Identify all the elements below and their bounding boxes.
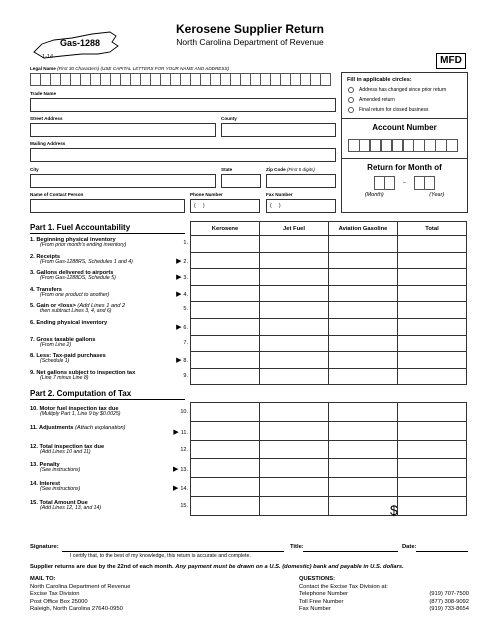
character-box[interactable] — [290, 73, 301, 86]
column-header: Aviation Gasoline — [329, 222, 398, 236]
character-box[interactable] — [392, 139, 404, 152]
amount-cell[interactable] — [329, 478, 398, 497]
amount-cell[interactable] — [191, 252, 260, 269]
street-address-field[interactable] — [30, 123, 216, 137]
date-line[interactable] — [416, 551, 468, 552]
column-header: Kerosene — [191, 222, 260, 236]
amount-cell[interactable] — [191, 403, 260, 422]
final-return-option[interactable]: Final return for closed business — [348, 107, 467, 113]
amount-cell[interactable] — [329, 368, 398, 385]
amount-cell[interactable] — [260, 352, 329, 369]
address-changed-option[interactable]: Address has changed since prior return — [348, 87, 467, 93]
line-item: 12. Total inspection tax due (Add Lines 10 and 11) — [30, 443, 105, 455]
amount-cell[interactable] — [398, 496, 467, 515]
line-number: ▶ 14. — [173, 485, 188, 493]
line-item: 3. Gallons delivered to airports (From Gas-1288DS, Schedule 5) — [30, 270, 116, 282]
amount-cell[interactable] — [191, 421, 260, 440]
amount-cell[interactable] — [191, 496, 260, 515]
amount-cell[interactable] — [329, 496, 398, 515]
line-item: 14. Interest (See instructions) — [30, 481, 81, 493]
amount-cell[interactable] — [329, 440, 398, 459]
character-box[interactable] — [150, 73, 161, 86]
trade-name-label: Trade Name — [30, 91, 57, 96]
amount-cell[interactable] — [191, 440, 260, 459]
return-month-section — [342, 158, 467, 198]
account-number-title: Account Number — [372, 123, 437, 132]
part1-grid — [190, 221, 467, 385]
zip-label: Zip Code (First 5 digits) — [266, 167, 315, 172]
dollar-sign: $ — [390, 502, 398, 518]
character-box[interactable] — [200, 73, 211, 86]
amount-cell[interactable] — [398, 440, 467, 459]
title-label: Title: — [290, 544, 304, 550]
amount-cell[interactable] — [329, 252, 398, 269]
city-label: City — [30, 167, 39, 172]
line-number: 12. — [180, 446, 188, 453]
trade-name-field[interactable] — [30, 98, 336, 112]
amount-cell[interactable] — [191, 302, 260, 319]
amount-cell[interactable] — [191, 269, 260, 286]
zip-field[interactable] — [266, 174, 336, 188]
questions-block: QUESTIONS: Contact the Excise Tax Division at: Telephone Number (919) 707-7500 Toll Free Number (877) 308-9092 Fax Number (919) 733-8654 — [299, 576, 469, 612]
amended-return-option[interactable]: Amended return — [348, 97, 467, 103]
line-number: 1. — [183, 240, 188, 246]
amount-cell[interactable] — [398, 421, 467, 440]
form-title: Kerosene Supplier Return — [175, 22, 325, 36]
radio-circle-icon[interactable] — [348, 107, 354, 113]
line-number: ▶ 4. — [176, 290, 188, 298]
amount-cell[interactable] — [329, 421, 398, 440]
line-item: 9. Net gallons subject to inspection tax (Line 7 minus Line 8) — [30, 369, 136, 381]
line-number: ▶ 11. — [173, 428, 188, 436]
arrow-icon: ▶ — [173, 428, 181, 436]
amount-cell[interactable] — [260, 236, 329, 253]
status-panel — [341, 72, 468, 213]
amount-cell[interactable] — [191, 318, 260, 335]
contact-label: Name of Contact Person — [30, 192, 84, 197]
phone-field[interactable]: ( ) — [190, 199, 260, 213]
amount-cell[interactable] — [260, 302, 329, 319]
line-item: 13. Penalty (See instructions) — [30, 462, 81, 474]
amount-cell[interactable] — [260, 440, 329, 459]
character-box[interactable] — [120, 73, 131, 86]
amount-cell[interactable] — [260, 285, 329, 302]
account-number-field[interactable] — [348, 139, 467, 152]
arrow-icon: ▶ — [176, 257, 184, 265]
character-box[interactable] — [230, 73, 241, 86]
amount-cell[interactable] — [398, 335, 467, 352]
character-box[interactable] — [359, 139, 371, 152]
legal-name-label: Legal Name (First 30 Characters) (USE CAPITAL LETTERS FOR YOUR NAME AND ADDRESS) — [30, 66, 230, 71]
line-item: 1. Beginning physical inventory (From prior month's ending inventory) — [30, 237, 127, 248]
amount-cell[interactable] — [329, 403, 398, 422]
fax-field[interactable]: ( ) — [266, 199, 336, 213]
line-number: ▶ 13. — [173, 466, 188, 474]
amount-cell[interactable] — [398, 302, 467, 319]
phone-label: Phone Number — [190, 192, 223, 197]
amount-cell[interactable] — [191, 236, 260, 253]
character-box[interactable] — [446, 139, 458, 152]
part1-rule — [30, 233, 185, 234]
line-number: ▶ 2. — [176, 257, 188, 265]
line-item: 8. Less: Tax-paid purchases (Schedule 1) — [30, 353, 106, 365]
signature-line[interactable] — [62, 551, 284, 552]
part2-title: Part 2. Computation of Tax — [30, 389, 132, 398]
contact-field[interactable] — [30, 199, 185, 213]
amount-cell[interactable] — [398, 368, 467, 385]
character-box[interactable] — [413, 139, 425, 152]
state-label: State — [221, 167, 233, 172]
amount-cell[interactable] — [191, 368, 260, 385]
circles-title: Fill in applicable circles: — [347, 77, 412, 83]
month-year-field[interactable]: – — [342, 176, 467, 190]
line-number: 15. — [180, 503, 188, 509]
amount-cell[interactable] — [398, 285, 467, 302]
year-label: (Year) — [429, 192, 445, 198]
character-box[interactable] — [30, 73, 41, 86]
mail-to-block: MAIL TO: North Carolina Department of Revenue Excise Tax Division Post Office Box 25000 Raleigh, North Carolina 27640-0950 — [30, 576, 131, 612]
amount-cell[interactable] — [260, 459, 329, 478]
line-item: 7. Gross taxable gallons (From Line 2) — [30, 336, 96, 348]
county-label: County — [221, 116, 237, 121]
city-field[interactable] — [30, 174, 216, 188]
line-item: 5. Gain or <loss> (Add Lines 1 and 2 then subtract Lines 3, 4, and 6) — [30, 303, 126, 315]
street-address-label: Street Address — [30, 116, 63, 121]
character-box[interactable] — [348, 139, 360, 152]
due-notice: Supplier returns are due by the 22nd of each month. Any payment must be drawn on a U.S. (domestic) bank and payable in U.S. dollars. — [30, 564, 404, 570]
character-box[interactable] — [320, 73, 331, 86]
part2-grid — [190, 402, 467, 516]
amount-cell[interactable] — [260, 496, 329, 515]
amount-cell[interactable] — [191, 478, 260, 497]
amount-cell[interactable] — [260, 318, 329, 335]
arrow-icon: ▶ — [176, 274, 184, 282]
arrow-icon: ▶ — [173, 485, 181, 493]
amount-cell[interactable] — [260, 478, 329, 497]
character-box[interactable] — [280, 73, 291, 86]
character-box[interactable] — [50, 73, 61, 86]
arrow-icon: ▶ — [176, 290, 184, 298]
character-box[interactable] — [250, 73, 261, 86]
mailing-address-label: Mailing Address — [30, 141, 66, 146]
amount-cell[interactable] — [329, 352, 398, 369]
amount-cell[interactable] — [329, 318, 398, 335]
part1-title: Part 1. Fuel Accountability — [30, 223, 131, 232]
return-month-title: Return for Month of — [367, 163, 442, 172]
line-item: 2. Receipts (From Gas-1288RS, Schedules 1 and 4) — [30, 253, 133, 265]
line-item: 4. Transfers (From one product to another) — [30, 286, 110, 298]
radio-circle-icon[interactable] — [348, 87, 354, 93]
character-box[interactable] — [110, 73, 121, 86]
amount-cell[interactable] — [329, 335, 398, 352]
amount-cell[interactable] — [191, 459, 260, 478]
radio-circle-icon[interactable] — [348, 97, 354, 103]
character-box[interactable] — [260, 73, 271, 86]
line-item: 10. Motor fuel inspection tax due (Multiply Part 1, Line 9 by $0.0025) — [30, 406, 121, 417]
revision-date: 1-14 — [42, 54, 54, 60]
month-label: (Month) — [364, 192, 384, 198]
amount-cell[interactable] — [329, 302, 398, 319]
form-subtitle: North Carolina Department of Revenue — [176, 37, 324, 47]
amount-cell[interactable] — [398, 236, 467, 253]
column-header: Jet Fuel — [260, 222, 329, 236]
line-number: 7. — [183, 339, 188, 346]
character-box[interactable] — [140, 73, 151, 86]
character-box[interactable] — [370, 139, 382, 152]
mailing-address-field[interactable] — [30, 148, 336, 162]
character-box[interactable] — [40, 73, 51, 86]
character-box[interactable] — [90, 73, 101, 86]
line-number: 10. — [180, 409, 188, 415]
title-line[interactable] — [303, 551, 398, 552]
character-box[interactable] — [180, 73, 191, 86]
amount-cell[interactable] — [260, 368, 329, 385]
state-field[interactable] — [221, 174, 261, 188]
amount-cell[interactable] — [260, 421, 329, 440]
amount-cell[interactable] — [329, 236, 398, 253]
part2-rule — [30, 399, 185, 400]
arrow-icon: ▶ — [176, 357, 184, 365]
certification-text: I certify that, to the best of my knowledge, this return is accurate and complete. — [70, 553, 251, 559]
character-box[interactable] — [424, 139, 436, 152]
amount-cell[interactable] — [398, 252, 467, 269]
line-item: 11. Adjustments (Attach explanation) — [30, 424, 126, 431]
line-item: 15. Total Amount Due (Add Lines 12, 13, and 14) — [30, 500, 102, 511]
amount-cell[interactable] — [260, 335, 329, 352]
date-label: Date: — [402, 544, 417, 550]
line-number: ▶ 3. — [176, 274, 188, 282]
form-number: Gas-1288 — [60, 38, 101, 48]
character-box[interactable] — [403, 139, 415, 152]
signature-label: Signature: — [30, 544, 59, 550]
amount-cell[interactable] — [329, 459, 398, 478]
amount-cell[interactable] — [191, 285, 260, 302]
character-box[interactable] — [381, 139, 393, 152]
amount-cell[interactable] — [398, 403, 467, 422]
amount-cell[interactable] — [398, 318, 467, 335]
account-number-section — [342, 118, 467, 152]
amount-cell[interactable] — [329, 269, 398, 286]
character-box[interactable] — [190, 73, 201, 86]
character-box[interactable] — [220, 73, 231, 86]
line-item: 6. Ending physical inventory — [30, 320, 108, 326]
character-box[interactable] — [160, 73, 171, 86]
character-box[interactable] — [270, 73, 281, 86]
character-box[interactable] — [60, 73, 71, 86]
amount-cell[interactable] — [398, 269, 467, 286]
fax-label: Fax Number — [266, 192, 293, 197]
character-box[interactable] — [130, 73, 141, 86]
character-box[interactable] — [80, 73, 91, 86]
line-number: 5. — [183, 306, 188, 313]
character-box[interactable] — [170, 73, 181, 86]
arrow-icon: ▶ — [176, 324, 184, 331]
amount-cell[interactable] — [398, 478, 467, 497]
amount-cell[interactable] — [398, 459, 467, 478]
character-box[interactable] — [210, 73, 221, 86]
mfd-box: MFD — [436, 53, 466, 69]
character-box[interactable] — [100, 73, 111, 86]
amount-cell[interactable] — [260, 252, 329, 269]
character-box[interactable] — [70, 73, 81, 86]
amount-cell[interactable] — [191, 335, 260, 352]
line-number: ▶ 8. — [176, 357, 188, 365]
character-box[interactable] — [300, 73, 311, 86]
column-header: Total — [398, 222, 467, 236]
character-box[interactable] — [240, 73, 251, 86]
amount-cell[interactable] — [329, 285, 398, 302]
line-number: 9. — [183, 372, 188, 379]
character-box[interactable] — [435, 139, 447, 152]
legal-name-field[interactable] — [30, 73, 330, 86]
county-field[interactable] — [221, 123, 336, 137]
character-box[interactable] — [310, 73, 321, 86]
amount-cell[interactable] — [260, 403, 329, 422]
line-number: ▶ 6. — [176, 324, 188, 331]
arrow-icon: ▶ — [173, 466, 181, 474]
amount-cell[interactable] — [260, 269, 329, 286]
amount-cell[interactable] — [398, 352, 467, 369]
amount-cell[interactable] — [191, 352, 260, 369]
